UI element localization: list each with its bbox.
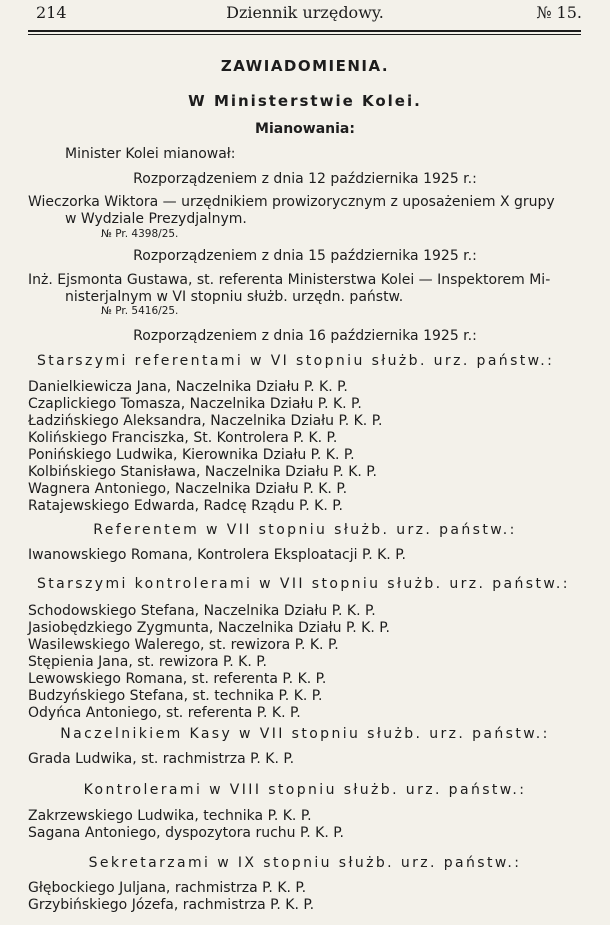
group-1-name-1: Danielkiewicza Jana, Naczelnika Działu P. K. P. [28, 379, 348, 395]
decree-1-ref: № Pr. 4398/25. [101, 228, 179, 240]
ministry-heading: W Ministerstwie Kolei. [188, 92, 422, 110]
decree-2-line-1: Inż. Ejsmonta Gustawa, st. referenta Ministerstwa Kolei — Inspektorem Mi- [28, 272, 551, 288]
group-4-heading: Naczelnikiem Kasy w VII stopniu służb. urz. państw.: [60, 726, 550, 742]
group-3-name-7: Odyńca Antoniego, st. referenta P. K. P. [28, 705, 301, 721]
group-5-name-1: Zakrzewskiego Ludwika, technika P. K. P. [28, 808, 312, 824]
decree-1-line-2: w Wydziale Prezydjalnym. [65, 211, 247, 227]
group-4-name-1: Grada Ludwika, st. rachmistrza P. K. P. [28, 751, 295, 767]
decree-2-line-2: nisterjalnym w VI stopniu służb. urzędn. państw. [65, 289, 404, 305]
journal-title: Dziennik urzędowy. [226, 3, 384, 22]
group-3-name-3: Wasilewskiego Walerego, st. rewizora P. K. P. [28, 637, 339, 653]
issue-number: № 15. [536, 3, 582, 22]
group-3-name-5: Lewowskiego Romana, st. referenta P. K. P. [28, 671, 327, 687]
group-3-heading: Starszymi kontrolerami w VII stopniu służb. urz. państw.: [37, 576, 570, 592]
running-header [28, 3, 582, 27]
group-3-name-4: Stępienia Jana, st. rewizora P. K. P. [28, 654, 267, 670]
group-1-heading: Starszymi referentami w VI stopniu służb. urz. państw.: [37, 353, 555, 369]
group-1-name-7: Wagnera Antoniego, Naczelnika Działu P. K. P. [28, 481, 348, 497]
group-2-heading: Referentem w VII stopniu służb. urz. państw.: [93, 522, 517, 538]
group-5-name-2: Sagana Antoniego, dyspozytora ruchu P. K. P. [28, 825, 344, 841]
notices-title: ZAWIADOMIENIA. [220, 57, 390, 75]
intro-line: Minister Kolei mianował: [65, 146, 236, 162]
decree-2-title: Rozporządzeniem z dnia 15 października 1925 r.: [133, 248, 477, 264]
group-3-name-1: Schodowskiego Stefana, Naczelnika Działu P. K. P. [28, 603, 376, 619]
group-1-name-8: Ratajewskiego Edwarda, Radcę Rządu P. K. P. [28, 498, 343, 514]
group-1-name-6: Kolbińskiego Stanisława, Naczelnika Działu P. K. P. [28, 464, 378, 480]
decree-1-title: Rozporządzeniem z dnia 12 października 1925 r.: [133, 171, 477, 187]
decree-2-ref: № Pr. 5416/25. [101, 305, 179, 317]
page-number: 214 [36, 3, 67, 22]
group-6-heading: Sekretarzami w IX stopniu służb. urz. państw.: [88, 855, 522, 871]
group-5-heading: Kontrolerami w VIII stopniu służb. urz. państw.: [83, 782, 527, 798]
group-6-name-1: Głębockiego Juljana, rachmistrza P. K. P. [28, 880, 307, 896]
group-3-name-6: Budzyńskiego Stefana, st. technika P. K. P. [28, 688, 323, 704]
group-1-name-5: Ponińskiego Ludwika, Kierownika Działu P. K. P. [28, 447, 355, 463]
group-3-name-2: Jasiobędzkiego Zygmunta, Naczelnika Działu P. K. P. [28, 620, 390, 636]
group-6-name-2: Grzybińskiego Józefa, rachmistrza P. K. P. [28, 897, 315, 913]
header-rule-thick [28, 30, 581, 32]
group-2-name-1: Iwanowskiego Romana, Kontrolera Eksploatacji P. K. P. [28, 547, 406, 563]
group-1-name-2: Czaplickiego Tomasza, Naczelnika Działu P. K. P. [28, 396, 362, 412]
decree-3-title: Rozporządzeniem z dnia 16 października 1925 r.: [133, 328, 477, 344]
group-1-name-4: Kolińskiego Franciszka, St. Kontrolera P. K. P. [28, 430, 338, 446]
appointments-heading: Mianowania: [255, 121, 355, 137]
group-1-name-3: Ładzińskiego Aleksandra, Naczelnika Działu P. K. P. [28, 413, 383, 429]
decree-1-line-1: Wieczorka Wiktora — urzędnikiem prowizorycznym z uposażeniem X grupy [28, 194, 555, 210]
header-rule-thin [28, 34, 581, 35]
